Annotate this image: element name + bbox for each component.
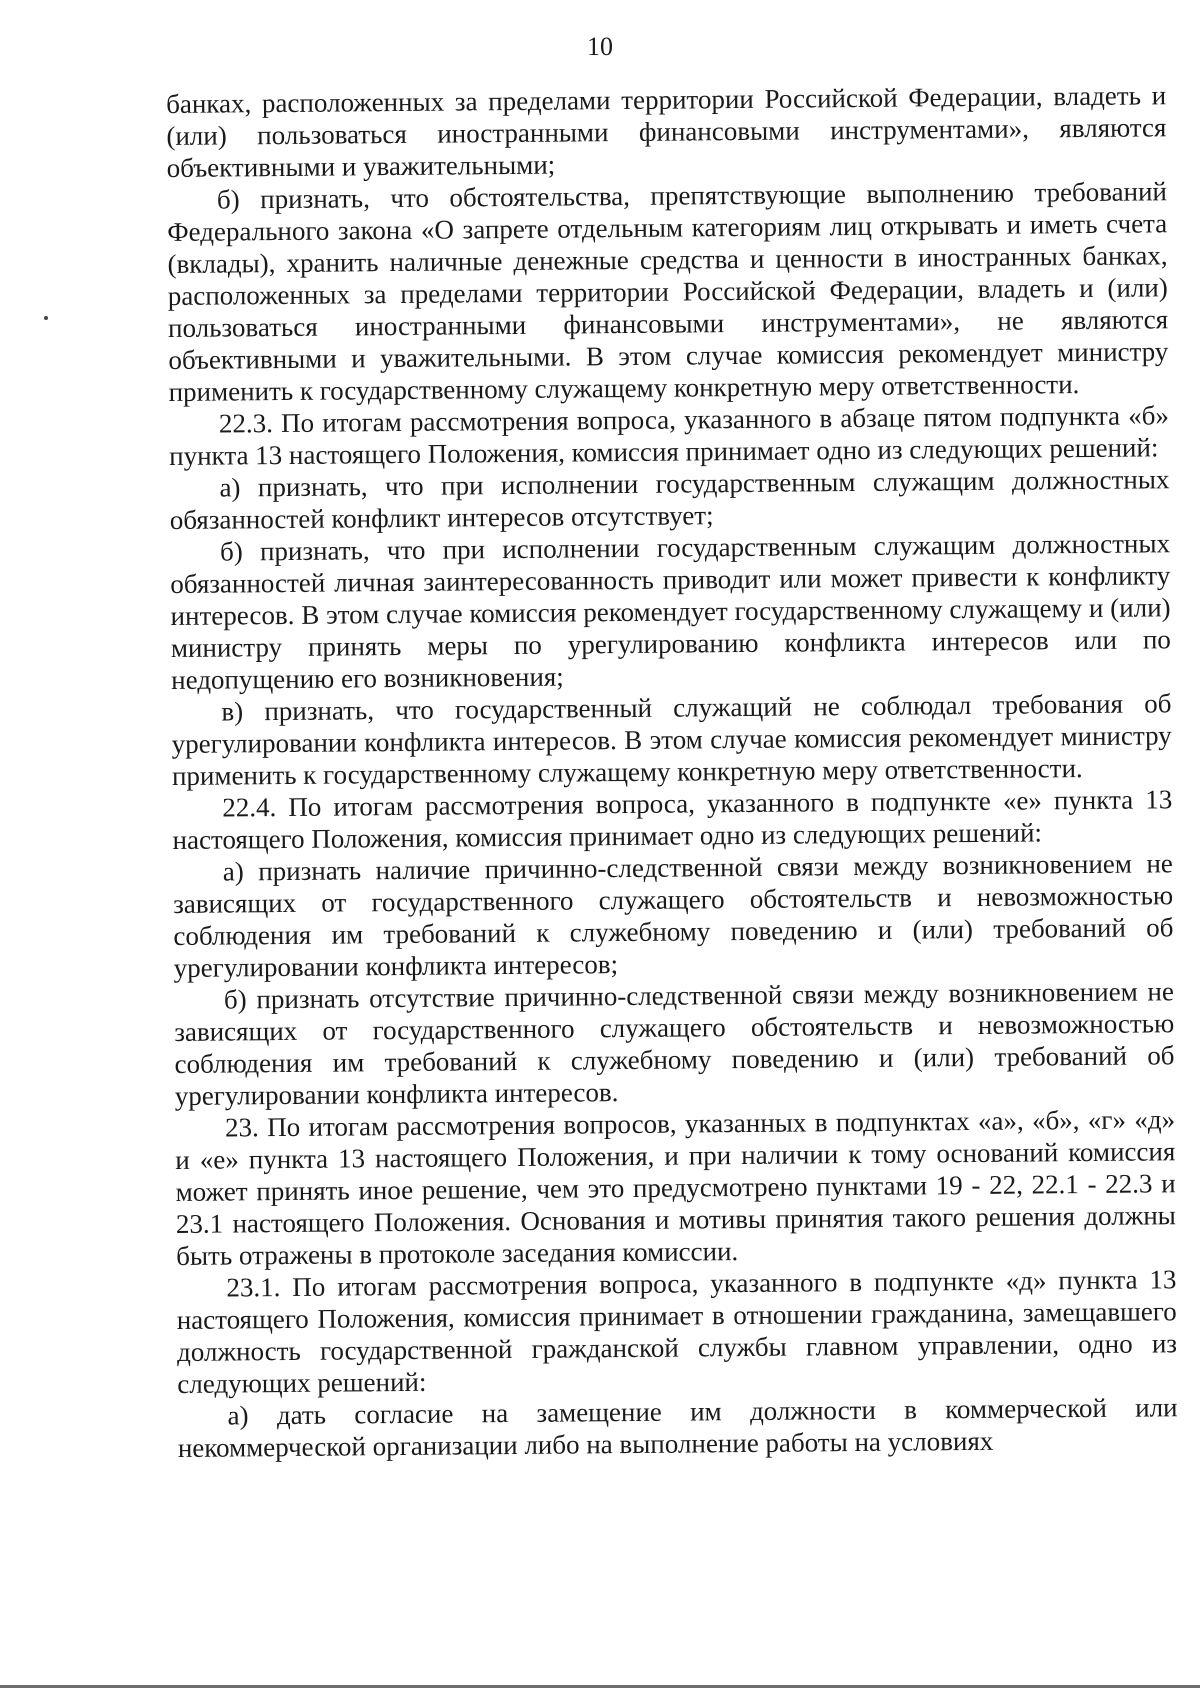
scan-speck <box>44 316 48 320</box>
scan-edge-line <box>0 1685 1200 1688</box>
paragraph: 22.4. По итогам рассмотрения вопроса, указанного в подпункте «е» пункта 13 настоящего Положения, комиссия принимает одно из следующих решений: <box>172 784 1173 855</box>
paragraph: а) признать наличие причинно-следственной связи между возникновением не зависящих от государственного служащего обстоятельств и невозможностью соблюдения им требований к служебному поведению и (или) требований об урегулировании конфликта интересов; <box>172 848 1174 983</box>
paragraph: а) признать, что при исполнении государственным служащим должностных обязанностей конфликт интересов отсутствует; <box>169 464 1170 535</box>
paragraph: 23.1. По итогам рассмотрения вопроса, указанного в подпункте «д» пункта 13 настоящего Положения, комиссия принимает в отношении гражданина, замещавшего должность государственной гражданской службы главном управлении, одно из следующих решений: <box>176 1264 1178 1399</box>
paragraph: 23. По итогам рассмотрения вопросов, указанных в подпунктах «а», «б», «г» «д» и «е» пункта 13 настоящего Положения, и при наличии к тому оснований комиссия может принять иное решение, чем это предусмотрено пунктами 19 - 22, 22.1 - 22.3 и 23.1 настоящего Положения. Основания и мотивы принятия такого решения должны быть отражены в протоколе заседания комиссии. <box>175 1104 1177 1271</box>
paragraph: б) признать отсутствие причинно-следственной связи между возникновением не зависящих от государственного служащего обстоятельств и невозможностью соблюдения им требований к служебному поведению и (или) требований об урегулировании конфликта интересов. <box>174 976 1175 1111</box>
page-number: 10 <box>587 32 613 61</box>
paragraph: 22.3. По итогам рассмотрения вопроса, указанного в абзаце пятом подпункта «б» пункта 13 настоящего Положения, комиссия принимает одно из следующих решений: <box>169 400 1170 471</box>
paragraph: б) признать, что при исполнении государственным служащим должностных обязанностей личная заинтересованность приводит или может привести к конфликту интересов. В этом случае комиссия рекомендует государственному служащему и (или) министру принять меры по урегулированию конфликта интересов или по недопущению его возникновения; <box>170 528 1171 695</box>
paragraph: б) признать, что обстоятельства, препятствующие выполнению требований Федерального закона «О запрете отдельным категориям лиц открывать и иметь счета (вклады), хранить наличные денежные средства и ценности в иностранных банках, расположенных за пределами территории Российской Федерации, владеть и (или) пользоваться иностранными финансовыми инструментами», не являются объективными и уважительными. В этом случае комиссия рекомендует министру применить к государственному служащему конкретную меру ответственности. <box>167 176 1169 407</box>
paragraph: в) признать, что государственный служащий не соблюдал требования об урегулировании конфликта интересов. В этом случае комиссия рекомендует министру применить к государственному служащему конкретную меру ответственности. <box>171 688 1172 791</box>
document-body <box>166 79 1178 1464</box>
paragraph: банках, расположенных за пределами территории Российской Федерации, владеть и (или) пользоваться иностранными финансовыми инструментами», являются объективными и уважительными; <box>166 80 1167 183</box>
paragraph: а) дать согласие на замещение им должности в коммерческой или некоммерческой организации либо на выполнение работы на условиях <box>177 1392 1178 1463</box>
